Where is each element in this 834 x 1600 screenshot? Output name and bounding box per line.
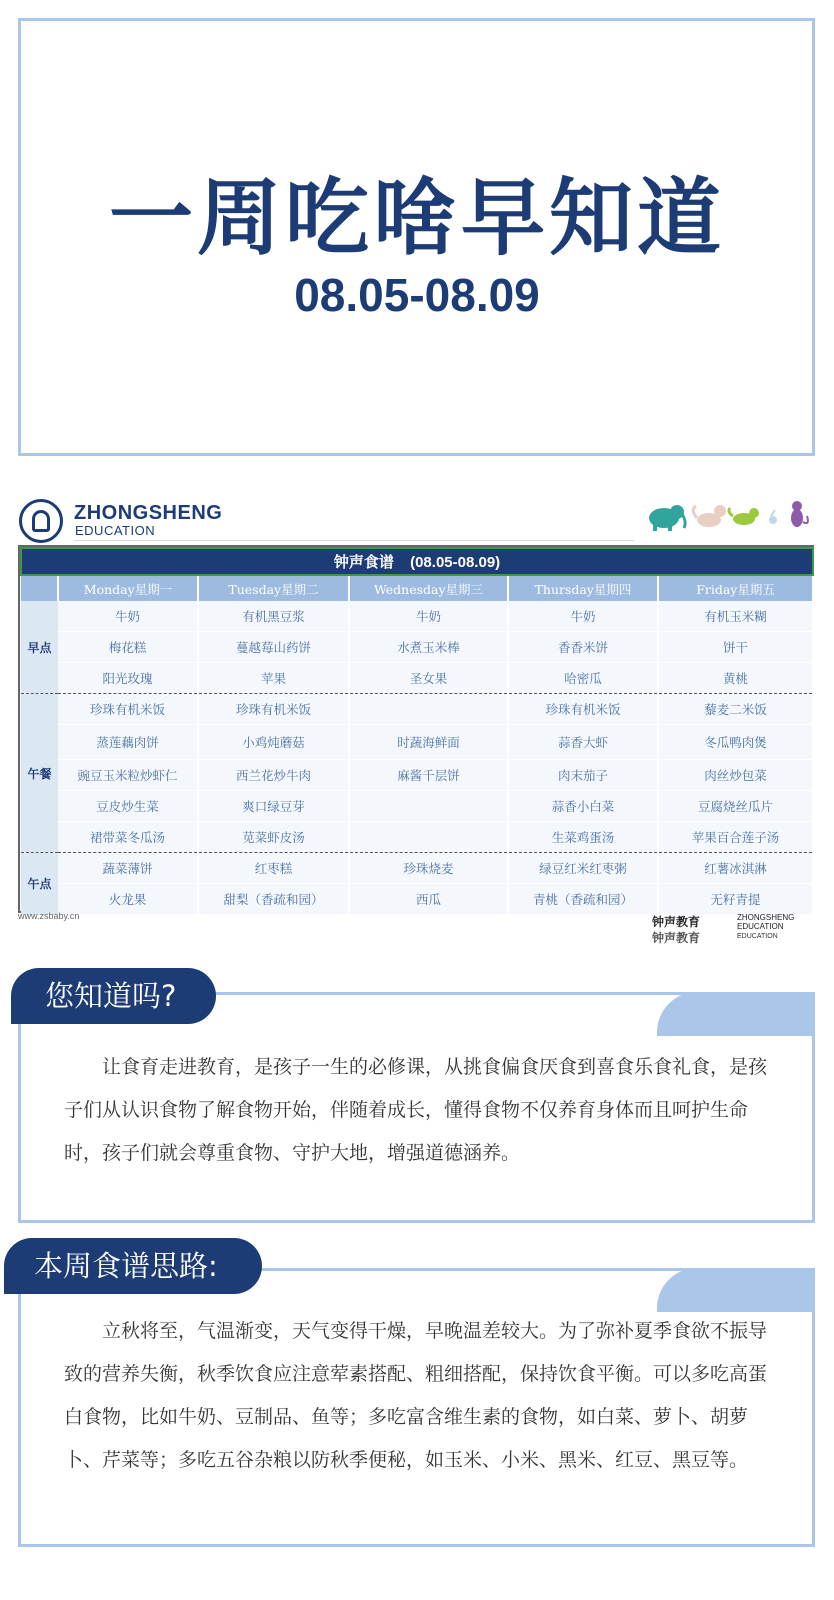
page-date-range: 08.05-08.09: [294, 269, 540, 321]
footer-brand-cn: 钟声教育: [652, 915, 701, 929]
section-paragraph: 让食育走进教育，是孩子一生的必修课，从挑食偏食厌食到喜食乐食礼食，是孩子们从认识食物了解食物开始，伴随着成长，懂得食物不仅养育身体而且呵护生命时，孩子们就会尊重食物、守护大地，增强道德涵养。: [64, 1056, 768, 1164]
dish-cell: 牛奶: [508, 601, 658, 632]
page-title: 一周吃啥早知道: [108, 169, 725, 267]
section-paragraph: 立秋将至，气温渐变，天气变得干燥，早晚温差较大。为了弥补夏季食欲不振导致的营养失衡，秋季饮食应注意荤素搭配、粗细搭配，保持饮食平衡。可以多吃高蛋白食物，比如牛奶、豆制品、鱼等；多吃富含维生素的食物，如白菜、萝卜、胡萝卜、芹菜等；多吃五谷杂粮以防秋季便秘，如玉米、小米、黑米、红豆、黑豆等。: [64, 1320, 768, 1471]
dish-cell: 火龙果: [58, 884, 198, 915]
dish-cell: 有机玉米糊: [658, 601, 813, 632]
dish-cell: 小鸡炖蘑菇: [198, 725, 349, 760]
corner-header: [21, 575, 58, 601]
section-body: [64, 1310, 784, 1482]
table-row: [21, 632, 813, 663]
dish-cell: 牛奶: [58, 601, 198, 632]
dish-cell: 哈密瓜: [508, 663, 658, 694]
dish-cell: 时蔬海鲜面: [349, 725, 508, 760]
animal-decoration: [640, 496, 815, 532]
dish-cell: 豌豆玉米粒炒虾仁: [58, 760, 198, 791]
day-header: Tuesday星期二: [198, 575, 349, 601]
fox-icon: [729, 508, 759, 525]
dish-cell: 牛奶: [349, 601, 508, 632]
dish-cell: [349, 822, 508, 853]
dish-cell: 红薯冰淇淋: [658, 853, 813, 884]
table-row: [21, 760, 813, 791]
website-url: www.zsbaby.cn: [18, 911, 80, 921]
monkey-icon: [791, 501, 808, 527]
table-row: [21, 853, 813, 884]
section-corner-decoration: [657, 1268, 815, 1312]
cat-icon: [693, 505, 726, 527]
day-header: Wednesday星期三: [349, 575, 508, 601]
menu-title-text: 钟声食谱: [333, 554, 394, 571]
table-row: [21, 663, 813, 694]
meal-label-snack: 午点: [21, 853, 58, 915]
meal-label-lunch: 午餐: [21, 694, 58, 853]
dish-cell: 蔬菜薄饼: [58, 853, 198, 884]
brand-subtitle: EDUCATION: [75, 523, 156, 538]
dish-cell: 豆皮炒生菜: [58, 791, 198, 822]
dish-cell: 西瓜: [349, 884, 508, 915]
dish-cell: 甜梨（香疏和园）: [198, 884, 349, 915]
dish-cell: 珍珠有机米饭: [198, 694, 349, 725]
dish-cell: 肉丝炒包菜: [658, 760, 813, 791]
dish-cell: 生菜鸡蛋汤: [508, 822, 658, 853]
day-header: Friday星期五: [658, 575, 813, 601]
menu-title: [21, 548, 813, 575]
dish-cell: 珍珠烧麦: [349, 853, 508, 884]
dish-cell: 肉末茄子: [508, 760, 658, 791]
dish-cell: 绿豆红米红枣粥: [508, 853, 658, 884]
section-body: [64, 1046, 784, 1175]
footer-brand-cn-reflection: 钟声教育: [652, 931, 701, 945]
dish-cell: 有机黑豆浆: [198, 601, 349, 632]
dish-cell: 珍珠有机米饭: [508, 694, 658, 725]
section-corner-decoration: [657, 992, 815, 1036]
dish-cell: 裙带菜冬瓜汤: [58, 822, 198, 853]
table-row: [21, 725, 813, 760]
dish-cell: 阳光玫瑰: [58, 663, 198, 694]
dish-cell: 水煮玉米棒: [349, 632, 508, 663]
table-row: [21, 884, 813, 915]
table-row: [21, 791, 813, 822]
dish-cell: 蒸莲藕肉饼: [58, 725, 198, 760]
dish-cell: 西兰花炒牛肉: [198, 760, 349, 791]
dish-cell: 黄桃: [658, 663, 813, 694]
dish-cell: 蔓越莓山药饼: [198, 632, 349, 663]
section-heading: 本周食谱思路:: [4, 1238, 262, 1294]
menu-title-date: (08.05-08.09): [410, 554, 501, 571]
dish-cell: 红枣糕: [198, 853, 349, 884]
table-row: [21, 601, 813, 632]
dish-cell: 无籽青提: [658, 884, 813, 915]
dish-cell: 饼干: [658, 632, 813, 663]
table-row: [21, 822, 813, 853]
menu-table: [20, 547, 814, 915]
dish-cell: 珍珠有机米饭: [58, 694, 198, 725]
day-header: Thursday星期四: [508, 575, 658, 601]
footer-brand-en-reflection: EDUCATION: [737, 933, 778, 940]
dish-cell: [349, 694, 508, 725]
dish-cell: 香香米饼: [508, 632, 658, 663]
dish-cell: 麻酱千层饼: [349, 760, 508, 791]
dish-cell: 苹果: [198, 663, 349, 694]
dish-cell: 冬瓜鸭肉煲: [658, 725, 813, 760]
dish-cell: 蒜香小白菜: [508, 791, 658, 822]
dish-cell: 青桃（香疏和园）: [508, 884, 658, 915]
dish-cell: 蒜香大虾: [508, 725, 658, 760]
table-row: [21, 694, 813, 725]
brand-name: ZHONGSHENG: [74, 502, 223, 524]
brand-divider: [74, 540, 634, 541]
footer-brand-en: ZHONGSHENG EDUCATION: [737, 913, 795, 931]
school-logo-icon: [19, 499, 63, 543]
day-header: Monday星期一: [58, 575, 198, 601]
bird-icon: [769, 510, 777, 524]
dish-cell: 梅花糕: [58, 632, 198, 663]
menu-table-container: [18, 545, 814, 913]
dish-cell: 苹果百合莲子汤: [658, 822, 813, 853]
dish-cell: 圣女果: [349, 663, 508, 694]
dish-cell: 苋菜虾皮汤: [198, 822, 349, 853]
dish-cell: [349, 791, 508, 822]
meal-label-breakfast: 早点: [21, 601, 58, 694]
elephant-icon: [649, 505, 685, 531]
dish-cell: 豆腐烧丝瓜片: [658, 791, 813, 822]
dish-cell: 藜麦二米饭: [658, 694, 813, 725]
section-heading: 您知道吗?: [11, 968, 216, 1024]
dish-cell: 爽口绿豆芽: [198, 791, 349, 822]
